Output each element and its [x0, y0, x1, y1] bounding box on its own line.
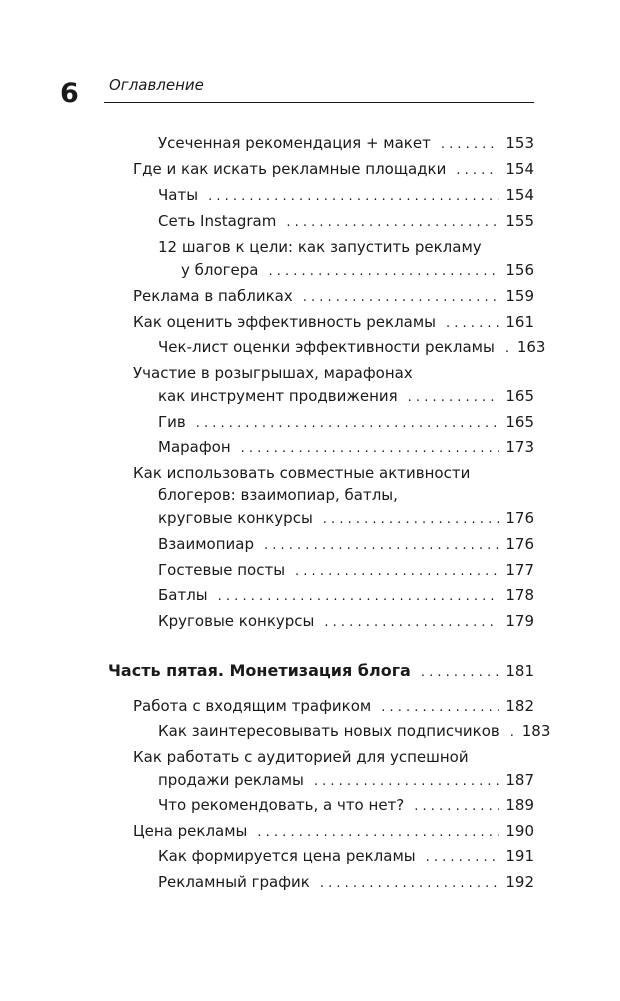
toc-entry-title: Батлы	[158, 586, 208, 604]
toc-entry-title: Сеть Instagram	[158, 212, 277, 230]
toc-entry	[158, 722, 551, 742]
toc-entry	[158, 338, 546, 358]
toc-entry	[133, 697, 534, 717]
toc-leader-dots	[257, 824, 499, 842]
toc-entry-title: Где и как искать рекламные площадки	[133, 160, 447, 178]
toc-leader-dots	[408, 389, 500, 407]
toc-leader-dots	[286, 214, 499, 232]
header-rule	[104, 102, 534, 103]
toc-entry	[158, 771, 534, 791]
toc-entry	[158, 212, 534, 232]
toc-entry-title: Взаимопиар	[158, 535, 254, 553]
toc-leader-dots	[218, 588, 500, 606]
toc-leader-dots	[320, 875, 500, 893]
toc-entry-page: 163	[516, 338, 546, 356]
toc-entry-title: Работа с входящим трафиком	[133, 697, 372, 715]
toc-entry-title: круговые конкурсы	[158, 509, 313, 527]
toc-entry-title: 12 шагов к цели: как запустить рекламу	[158, 238, 482, 256]
toc-entry-page: 190	[505, 822, 534, 840]
toc-entry	[158, 186, 534, 206]
running-head: Оглавление	[109, 76, 204, 94]
toc-leader-dots	[295, 563, 499, 581]
toc-entry-page: 156	[505, 261, 534, 279]
toc-entry-page: 178	[505, 586, 534, 604]
toc-leader-dots	[264, 537, 499, 555]
toc-entry	[158, 535, 534, 555]
toc-entry-title: Чаты	[158, 186, 199, 204]
toc-entry-page: 182	[505, 697, 534, 715]
toc-entry-page: 179	[505, 612, 534, 630]
toc-entry-page: 187	[505, 771, 534, 789]
toc-entry-title: блогеров: взаимопиар, батлы,	[158, 486, 398, 504]
toc-entry-title: Цена рекламы	[133, 822, 248, 840]
toc-entry-title: Как использовать совместные активности	[133, 464, 471, 482]
toc-entry-page: 153	[505, 134, 534, 152]
toc-entry-page: 154	[505, 186, 534, 204]
toc-leader-dots	[510, 724, 516, 742]
toc-entry	[133, 313, 534, 333]
toc-entry-title: Как работать с аудиторией для успешной	[133, 748, 469, 766]
toc-entry-title: Марафон	[158, 438, 231, 456]
toc-entry-page: 183	[521, 722, 551, 740]
toc-leader-dots	[414, 798, 499, 816]
toc-entry-title: Как формируется цена рекламы	[158, 847, 416, 865]
toc-entry	[158, 847, 534, 867]
toc-entry-page: 159	[505, 287, 534, 305]
toc-entry-title: Чек-лист оценки эффективности рекламы	[158, 338, 495, 356]
toc-entry-title: Как заинтересовывать новых подписчиков	[158, 722, 500, 740]
toc-entry-page: 177	[505, 561, 534, 579]
toc-entry	[133, 160, 534, 180]
toc-entry	[158, 134, 534, 154]
toc-entry-title: Часть пятая. Монетизация блога	[108, 661, 411, 680]
toc-entry	[158, 796, 534, 816]
page-number: 6	[60, 78, 79, 109]
toc-entry-page: 155	[505, 212, 534, 230]
toc-entry-title: Как оценить эффективность рекламы	[133, 313, 437, 331]
toc-leader-dots	[324, 614, 499, 632]
toc-entry-continued	[158, 238, 534, 256]
toc-leader-dots	[303, 289, 500, 307]
toc-part-heading	[108, 662, 534, 682]
toc-entry	[158, 612, 534, 632]
toc-leader-dots	[446, 315, 499, 333]
toc-entry-page: 165	[505, 387, 534, 405]
toc-entry-title: как инструмент продвижения	[158, 387, 398, 405]
toc-leader-dots	[441, 136, 500, 154]
toc-entry	[181, 261, 534, 281]
toc-entry-title: Участие в розыгрышах, марафонах	[133, 364, 413, 382]
toc-entry-title: у блогера	[181, 261, 259, 279]
toc-entry-page: 191	[505, 847, 534, 865]
toc-leader-dots	[323, 511, 500, 529]
toc-entry-page: 192	[505, 873, 534, 891]
toc-entry-page: 176	[505, 509, 534, 527]
toc-entry-title: Рекламный график	[158, 873, 310, 891]
toc-entry-page: 165	[505, 413, 534, 431]
toc-entry-title: Гив	[158, 413, 186, 431]
toc-entry	[158, 873, 534, 893]
toc-entry-page: 154	[505, 160, 534, 178]
toc-leader-dots	[421, 664, 500, 682]
toc-entry	[158, 509, 534, 529]
toc-entry	[158, 586, 534, 606]
toc-leader-dots	[505, 340, 511, 358]
toc-entry	[158, 438, 534, 458]
toc-entry	[133, 822, 534, 842]
toc-entry-page: 173	[505, 438, 534, 456]
toc-entry-title: Круговые конкурсы	[158, 612, 315, 630]
toc-leader-dots	[268, 263, 499, 281]
toc-leader-dots	[241, 440, 500, 458]
toc-entry-title: Что рекомендовать, а что нет?	[158, 796, 405, 814]
toc-entry-continued	[133, 748, 534, 766]
toc-leader-dots	[381, 699, 499, 717]
toc-entry	[158, 387, 534, 407]
toc-entry-continued	[133, 364, 534, 382]
toc-entry-title: Гостевые посты	[158, 561, 286, 579]
toc-leader-dots	[456, 162, 499, 180]
toc-entry-continued	[133, 464, 534, 482]
toc-entry-page: 181	[505, 662, 534, 680]
toc-leader-dots	[314, 773, 500, 791]
toc-leader-dots	[426, 849, 500, 867]
toc-leader-dots	[208, 188, 499, 206]
toc-entry-continued	[158, 486, 534, 504]
toc-entry-title: Усеченная рекомендация + макет	[158, 134, 431, 152]
toc-entry	[133, 287, 534, 307]
toc-entry-page: 189	[505, 796, 534, 814]
toc-entry-title: продажи рекламы	[158, 771, 304, 789]
toc-entry-page: 161	[505, 313, 534, 331]
toc-leader-dots	[196, 415, 500, 433]
toc-entry-page: 176	[505, 535, 534, 553]
toc-entry-title: Реклама в пабликах	[133, 287, 293, 305]
toc-entry	[158, 413, 534, 433]
toc-entry	[158, 561, 534, 581]
